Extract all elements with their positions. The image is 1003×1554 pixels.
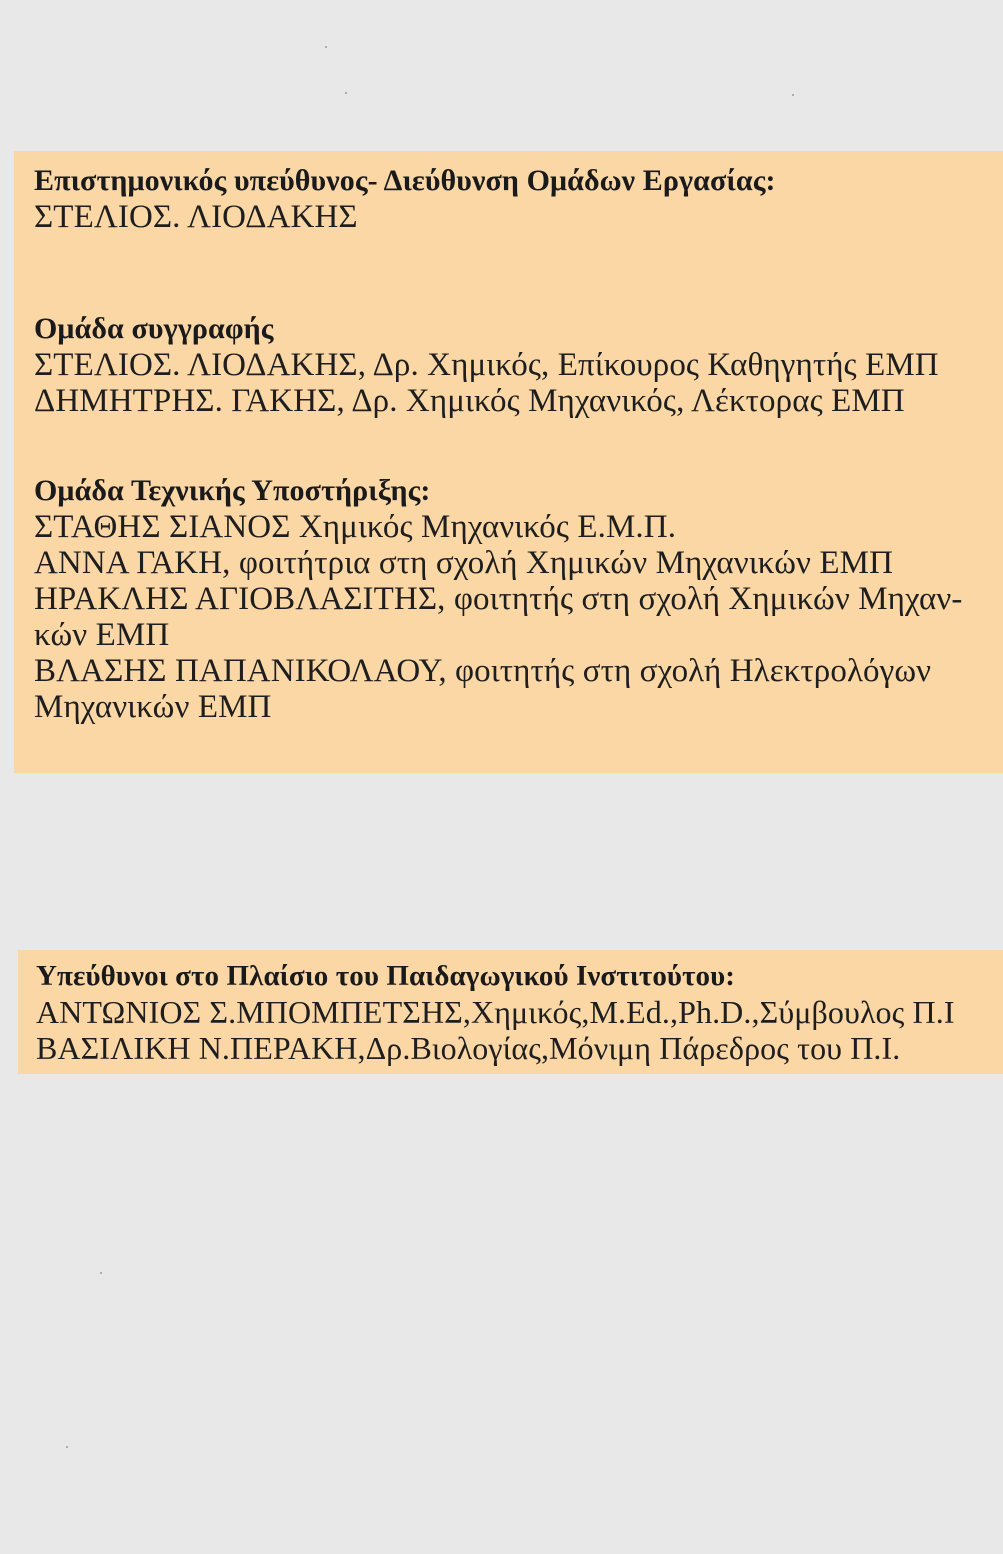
institute-section bbox=[36, 958, 955, 1066]
technical-support-member-continuation: κών ΕΜΠ bbox=[34, 617, 170, 653]
technical-support-member: ΒΛΑΣΗΣ ΠΑΠΑΝΙΚΟΛΑΟΥ, φοιτητής στη σχολή Ηλεκτρολόγων bbox=[34, 653, 932, 689]
institute-panel bbox=[18, 950, 1003, 1074]
writing-team-section bbox=[34, 311, 939, 419]
scan-speck bbox=[325, 46, 327, 48]
writing-team-heading: Ομάδα συγγραφής bbox=[34, 312, 274, 345]
institute-heading: Υπεύθυνοι στο Πλαίσιο του Παιδαγωγικού Ινστιτούτου: bbox=[36, 960, 736, 992]
technical-support-section bbox=[34, 473, 963, 725]
scan-speck bbox=[792, 94, 794, 96]
scientific-lead-name: ΣΤΕΛΙΟΣ. ΛΙΟΔΑΚΗΣ bbox=[34, 199, 358, 235]
scan-speck bbox=[100, 1272, 102, 1274]
technical-support-member-continuation: Μηχανικών ΕΜΠ bbox=[34, 689, 272, 725]
technical-support-heading: Ομάδα Τεχνικής Υποστήριξης: bbox=[34, 474, 431, 507]
writing-team-member: ΔΗΜΗΤΡΗΣ. ΓΑΚΗΣ, Δρ. Χημικός Μηχανικός, Λέκτορας ΕΜΠ bbox=[34, 383, 905, 419]
scientific-lead-section bbox=[34, 163, 776, 235]
scan-speck bbox=[66, 1446, 68, 1448]
technical-support-member: ΑΝΝΑ ΓΑΚΗ, φοιτήτρια στη σχολή Χημικών Μηχανικών ΕΜΠ bbox=[34, 545, 894, 581]
scientific-lead-heading: Επιστημονικός υπεύθυνος- Διεύθυνση Ομάδων Εργασίας: bbox=[34, 164, 776, 197]
scan-speck bbox=[345, 92, 347, 94]
technical-support-member: ΗΡΑΚΛΗΣ ΑΓΙΟΒΛΑΣΙΤΗΣ, φοιτητής στη σχολή Χημικών Μηχαν- bbox=[34, 581, 963, 617]
credits-panel bbox=[14, 151, 1003, 773]
writing-team-member: ΣΤΕΛΙΟΣ. ΛΙΟΔΑΚΗΣ, Δρ. Χημικός, Επίκουρος Καθηγητής ΕΜΠ bbox=[34, 347, 939, 383]
institute-member: ΒΑΣΙΛΙΚΗ Ν.ΠΕΡΑΚΗ,Δρ.Βιολογίας,Μόνιμη Πάρεδρος του Π.Ι. bbox=[36, 1030, 901, 1066]
technical-support-member: ΣΤΑΘΗΣ ΣΙΑΝΟΣ Χημικός Μηχανικός Ε.Μ.Π. bbox=[34, 509, 677, 545]
institute-member: ΑΝΤΩΝΙΟΣ Σ.ΜΠΟΜΠΕΤΣΗΣ,Χημικός,M.Ed.,Ph.D.,Σύμβουλος Π.Ι bbox=[36, 994, 955, 1030]
